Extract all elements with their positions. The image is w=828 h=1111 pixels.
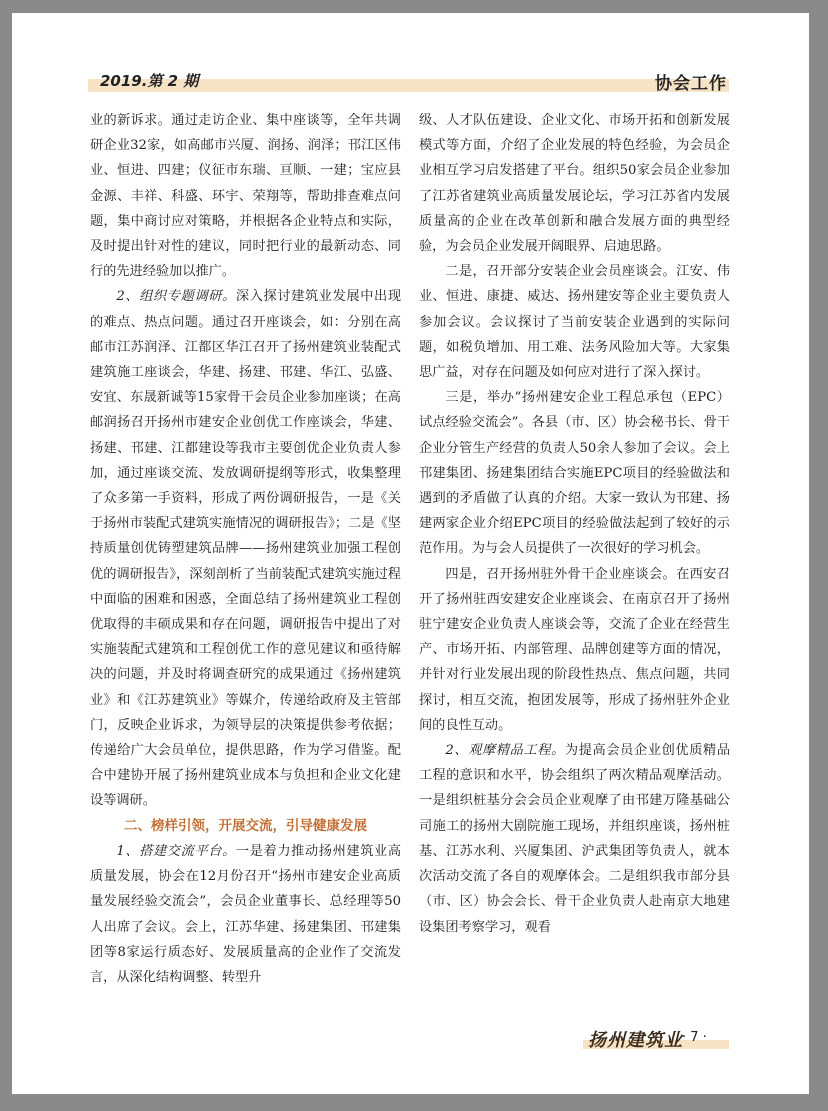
paragraph [90, 839, 401, 990]
paragraph: 二是，召开部分安装企业会员座谈会。江安、伟业、恒进、康捷、威达、扬州建安等企业主要负责人参加会议。会议探讨了当前安装企业遇到的实际问题，如税负增加、用工难、法务风险加大等。大家集思广益，对存在问题及如何应对进行了深入探讨。 [419, 264, 730, 381]
paragraph: 级、人才队伍建设、企业文化、市场开拓和创新发展模式等方面，介绍了企业发展的特色经验，为会员企业相互学习启发搭建了平台。组织50家会员企业参加了江苏省建筑业高质量发展论坛，学习江苏省内发展质量高的企业在改革创新和融合发展方面的典型经验，为会员企业发展开阔眼界、启迪思路。 [419, 113, 730, 255]
paragraph: 业的新诉求。通过走访企业、集中座谈等，全年共调研企业32家，如高邮市兴厦、润扬、润泽；邗江区伟业、恒进、四建；仪征市东瑞、亘顺、一建；宝应县金源、丰祥、科盛、环宇、荣翔等，帮助排查难点问题，集中商讨应对策略，并根据各企业特点和实际，及时提出针对性的建议，同时把行业的最新动态、同行的先进经验加以推广。 [90, 113, 401, 280]
paragraph-lead: 2、观摩精品工程。 [445, 743, 565, 759]
paragraph-body: 一是着力推动扬州建筑业高质量发展，协会在12月份召开“扬州市建安企业高质量发展经验交流会”，会员企业董事长、总经理等50人出席了会议。会上，江苏华建、扬建集团、邗建集团等8家运行质态好、发展质量高的企业作了交流发言，从深化结构调整、转型升 [90, 843, 402, 985]
paragraph-lead: 2、组织专题调研。 [116, 289, 236, 305]
section-title: 协会工作 [655, 74, 727, 94]
paragraph-lead: 1、搭建交流平台。 [116, 843, 236, 859]
issue-label: 2019.第 2 期 [100, 72, 199, 90]
paragraph: 四是，召开扬州驻外骨干企业座谈会。在西安召开了扬州驻西安建安企业座谈会、在南京召开了扬州驻宁建安企业负责人座谈会等，交流了企业在经营生产、市场开拓、内部管理、品牌创建等方面的情况，并针对行业发展出现的阶段性热点、焦点问题，共同探讨，相互交流，抱团发展等，形成了扬州驻外企业间的良性互动。 [419, 566, 730, 733]
paragraph-body: 为提高会员企业创优质精品工程的意识和水平，协会组织了两次精品观摩活动。一是组织桩基分会会员企业观摩了由邗建万隆基础公司施工的扬州大剧院施工现场，并组织座谈，扬州桩基、江苏水利、兴厦集团、沪武集团等负责人，就本次活动交流了各自的观摩体会。二是组织我市部分县（市、区）协会会长、骨干企业负责人赴南京大地建设集团考察学习，观看 [419, 743, 731, 935]
page-number: · 7 · [682, 1030, 707, 1045]
paragraph [90, 284, 401, 813]
magazine-logo: 扬州建筑业 [588, 1030, 683, 1051]
paragraph-body: 深入探讨建筑业发展中出现的难点、热点问题。通过召开座谈会，如：分别在高邮市江苏润泽、江都区华江召开了扬州建筑业装配式建筑施工座谈会，华建、扬建、邗建、华江、弘盛、安宜、东晟新诚等15家骨干会员企业参加座谈；在高邮润扬召开扬州市建安企业创优工作座谈会，华建、扬建、邗建、江都建设等我市主要创优企业负责人参加，通过座谈交流、发放调研提纲等形式，收集整理了众多第一手资料，形成了两份调研报告，一是《关于扬州市装配式建筑实施情况的调研报告》；二是《坚持质量创优铸塑建筑品牌——扬州建筑业加强工程创优的调研报告》，深刻剖析了当前装配式建筑实施过程中面临的困难和困惑，全面总结了扬州建筑业工程创优取得的丰硕成果和存在问题，调研报告中提出了对实施装配式建筑和工程创优工作的意见建议和亟待解决的问题，并及时将调查研究的成果通过《扬州建筑业》和《江苏建筑业》等媒介，传递给政府及主管部门，反映企业诉求，为领导层的决策提供参考依据；传递给广大会员单位，提供思路，作为学习借鉴。配合中建协开展了扬州建筑业成本与负担和企业文化建设等调研。 [90, 289, 402, 809]
paragraph: 三是，举办“扬州建安企业工程总承包（EPC）试点经验交流会”。各县（市、区）协会秘书长、骨干企业分管生产经营的负责人50余人参加了会议。会上邗建集团、扬建集团结合实施EPC项目的经验做法和遇到的矛盾做了认真的介绍。大家一致认为邗建、扬建两家企业介绍EPC项目的经验做法起到了较好的示范作用。为与会人员提供了一次很好的学习机会。 [419, 390, 730, 557]
left-column [90, 108, 401, 990]
paragraph [419, 738, 730, 940]
section-heading: 二、榜样引领，开展交流，引导健康发展 [124, 817, 367, 834]
right-column [419, 108, 730, 940]
